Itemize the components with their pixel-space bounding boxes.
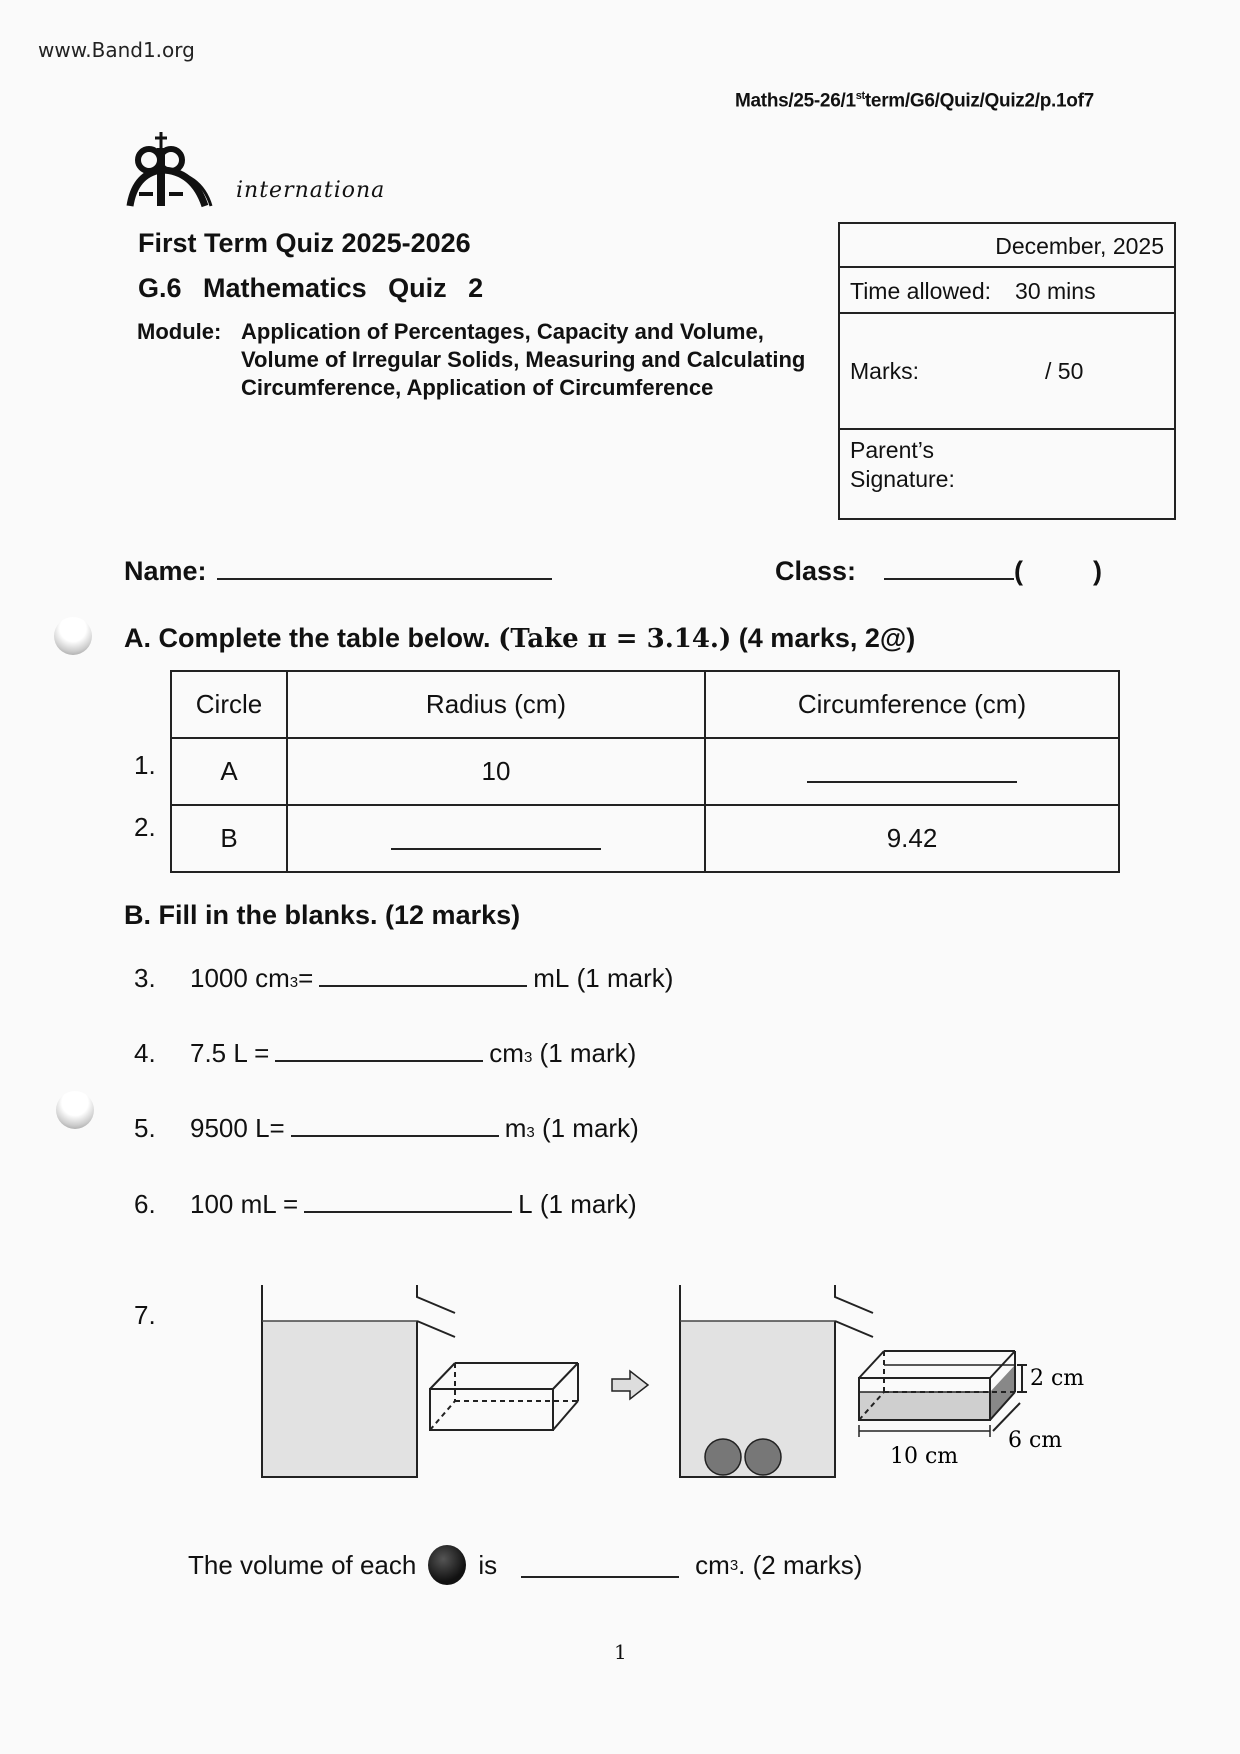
- question-6: 6. 100 mL = L (1 mark): [134, 1189, 637, 1219]
- info-box: [838, 222, 1176, 520]
- watermark: www.Band1.org: [38, 38, 195, 62]
- answer-blank[interactable]: [275, 1050, 483, 1062]
- table-header-row: Circle Radius (cm) Circumference (cm): [171, 671, 1119, 738]
- svg-text:2 cm: 2 cm: [1030, 1366, 1085, 1391]
- marks-row[interactable]: [840, 314, 1174, 430]
- question-7-answer: The volume of each is cm 3 . (2 marks): [188, 1545, 862, 1585]
- subject: Mathematics: [203, 273, 367, 303]
- answer-blank[interactable]: [319, 975, 527, 987]
- pi-note: (Take π = 3.14.): [498, 624, 732, 654]
- answer-blank[interactable]: [287, 805, 705, 872]
- quiz-subtitle: [138, 273, 483, 304]
- module-description: [137, 318, 841, 402]
- module-text: Application of Percentages, Capacity and Volume, Volume of Irregular Solids, Measuring and Calculating Circumference, Application of Circumference: [241, 319, 806, 400]
- grade: G.6: [138, 273, 182, 303]
- table-row: A 10: [171, 738, 1119, 805]
- class-field[interactable]: Class: ( ): [775, 556, 1103, 586]
- svg-text:6 cm: 6 cm: [1008, 1428, 1063, 1453]
- table-row: B 9.42: [171, 805, 1119, 872]
- class-blank[interactable]: [884, 556, 1014, 580]
- question-number: 1.: [134, 750, 156, 780]
- answer-blank[interactable]: [705, 738, 1119, 805]
- question-5: 5. 9500 L= m 3 (1 mark): [134, 1113, 639, 1143]
- logo-text: internationa: [236, 178, 386, 203]
- class-label: Class:: [775, 556, 857, 586]
- date: December, 2025: [840, 224, 1174, 268]
- name-field[interactable]: [124, 556, 552, 587]
- answer-blank[interactable]: [291, 1125, 499, 1137]
- time-allowed-value: 30 mins: [1015, 278, 1096, 304]
- page-number: 1: [614, 1640, 627, 1664]
- ball-icon: [745, 1439, 781, 1475]
- marks-label: Marks:: [850, 357, 919, 384]
- punch-hole-icon: [54, 617, 92, 655]
- circumference-table: [170, 670, 1120, 873]
- answer-blank[interactable]: [304, 1201, 512, 1213]
- displacement-diagram: [250, 1285, 1090, 1505]
- arrow-right-icon: [612, 1371, 648, 1399]
- svg-text:10 cm: 10 cm: [890, 1444, 959, 1469]
- question-number: 2.: [134, 812, 156, 842]
- quiz-number: Quiz 2: [388, 273, 484, 303]
- time-allowed-label: Time allowed:: [850, 278, 992, 304]
- time-allowed-row: [840, 268, 1174, 314]
- section-a-heading: A. Complete the table below. (Take π = 3.14.) (4 marks, 2@): [124, 623, 916, 654]
- marks-total: / 50: [1045, 357, 1084, 384]
- question-3: 3. 1000 cm 3 = mL (1 mark): [134, 963, 674, 993]
- container-before-icon: [262, 1285, 455, 1477]
- empty-tray-icon: [430, 1363, 578, 1430]
- name-blank[interactable]: [217, 556, 552, 580]
- section-b-heading: B. Fill in the blanks. (12 marks): [124, 900, 521, 930]
- module-label: Module:: [137, 319, 222, 344]
- quiz-title: First Term Quiz 2025-2026: [138, 228, 471, 258]
- school-logo-icon: [125, 130, 225, 208]
- punch-hole-icon: [56, 1091, 94, 1129]
- document-reference: Maths/25-26/1stterm/G6/Quiz/Quiz2/p.1of7: [735, 90, 1094, 112]
- question-4: 4. 7.5 L = cm 3 (1 mark): [134, 1038, 637, 1068]
- filled-tray-icon: [859, 1351, 1084, 1469]
- name-label: Name:: [124, 556, 207, 586]
- ball-icon: [705, 1439, 741, 1475]
- parent-signature-field[interactable]: Parent’s Signature:: [850, 437, 955, 492]
- section-a-marks: (4 marks, 2@): [738, 623, 916, 653]
- question-7-number: 7.: [134, 1300, 156, 1330]
- answer-blank[interactable]: [521, 1552, 679, 1578]
- ball-icon: [428, 1545, 466, 1585]
- container-after-icon: [680, 1285, 873, 1477]
